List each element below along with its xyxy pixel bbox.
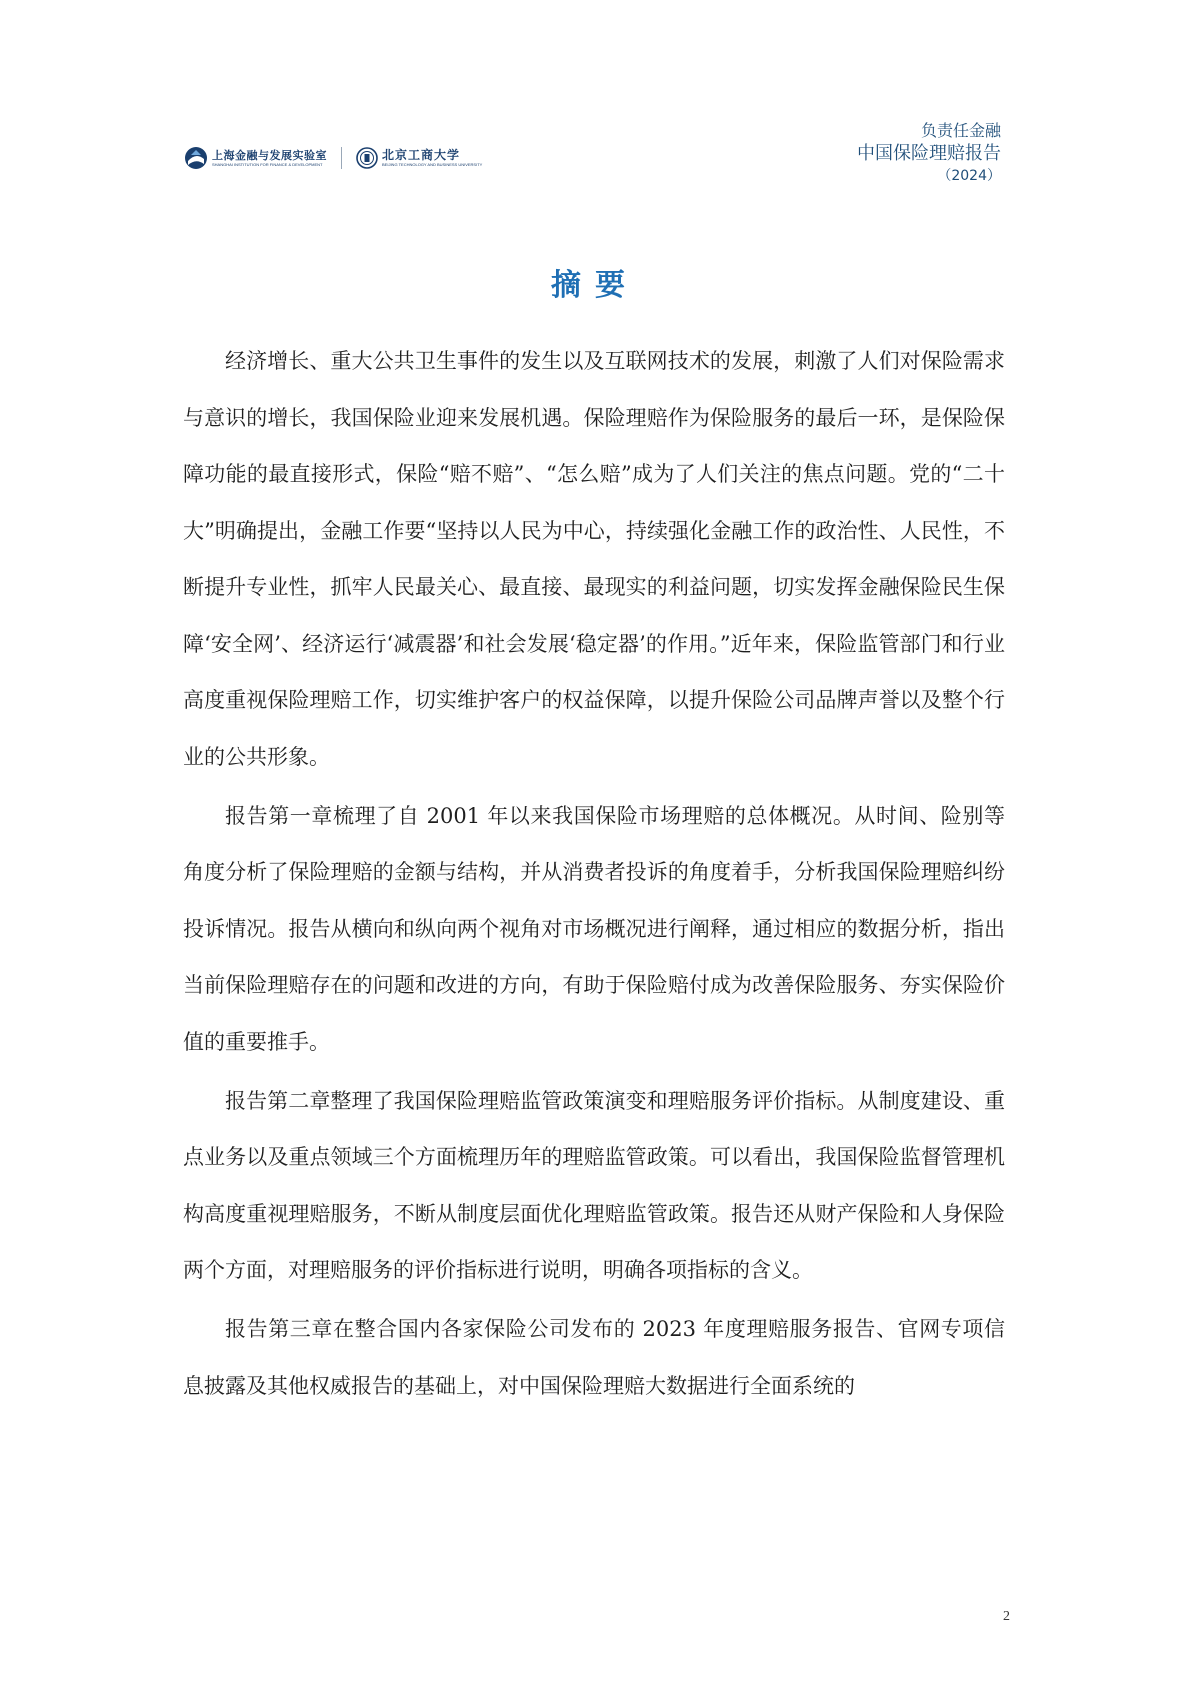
page-number: 2 [1003,1609,1010,1624]
btbu-logo-name: 北京工商大学 [382,148,461,162]
logo-divider [341,147,342,169]
sifd-logo [184,146,327,170]
sifd-logo-icon [184,146,208,170]
btbu-seal-icon [356,147,378,169]
btbu-logo-name-en: BEIJING TECHNOLOGY AND BUSINESS UNIVERSITY [382,162,483,167]
sifd-logo-name-en: SHANGHAI INSTITUTION FOR FINANCE & DEVELOPMENT [212,161,323,167]
header-logos [184,143,482,173]
report-title: 中国保险理赔报告 [857,143,1001,164]
page-title: 摘要 [551,268,639,303]
report-header [857,120,1001,186]
body-text [183,333,1005,1417]
btbu-logo [356,147,482,169]
sifd-logo-name: 上海金融与发展实验室 [212,148,327,162]
paragraph: 报告第一章梳理了自 2001 年以来我国保险市场理赔的总体概况。从时间、险别等角度分析了保险理赔的金额与结构，并从消费者投诉的角度着手，分析我国保险理赔纠纷投诉情况。报告从横向和纵向两个视角对市场概况进行阐释，通过相应的数据分析，指出当前保险理赔存在的问题和改进的方向，有助于保险赔付成为改善保险服务、夯实保险价值的重要推手。 [183,803,1005,1054]
paragraph: 报告第二章整理了我国保险理赔监管政策演变和理赔服务评价指标。从制度建设、重点业务以及重点领域三个方面梳理历年的理赔监管政策。可以看出，我国保险监督管理机构高度重视理赔服务，不断从制度层面优化理赔监管政策。报告还从财产保险和人身保险两个方面，对理赔服务的评价指标进行说明，明确各项指标的含义。 [183,1088,1005,1282]
report-year: （2024） [937,168,1001,184]
report-series: 负责任金融 [920,121,1001,140]
paragraph: 经济增长、重大公共卫生事件的发生以及互联网技术的发展，刺激了人们对保险需求与意识的增长，我国保险业迎来发展机遇。保险理赔作为保险服务的最后一环，是保险保障功能的最直接形式，保险“赔不赔”、“怎么赔”成为了人们关注的焦点问题。党的“二十大”明确提出，金融工作要“坚持以人民为中心，持续强化金融工作的政治性、人民性，不断提升专业性，抓牢人民最关心、最直接、最现实的利益问题，切实发挥金融保险民生保障‘安全网’、经济运行‘减震器’和社会发展‘稳定器’的作用。”近年来，保险监管部门和行业高度重视保险理赔工作，切实维护客户的权益保障，以提升保险公司品牌声誉以及整个行业的公共形象。 [183,349,1005,769]
paragraph: 报告第三章在整合国内各家保险公司发布的 2023 年度理赔服务报告、官网专项信息披露及其他权威报告的基础上，对中国保险理赔大数据进行全面系统的 [183,1317,1005,1398]
